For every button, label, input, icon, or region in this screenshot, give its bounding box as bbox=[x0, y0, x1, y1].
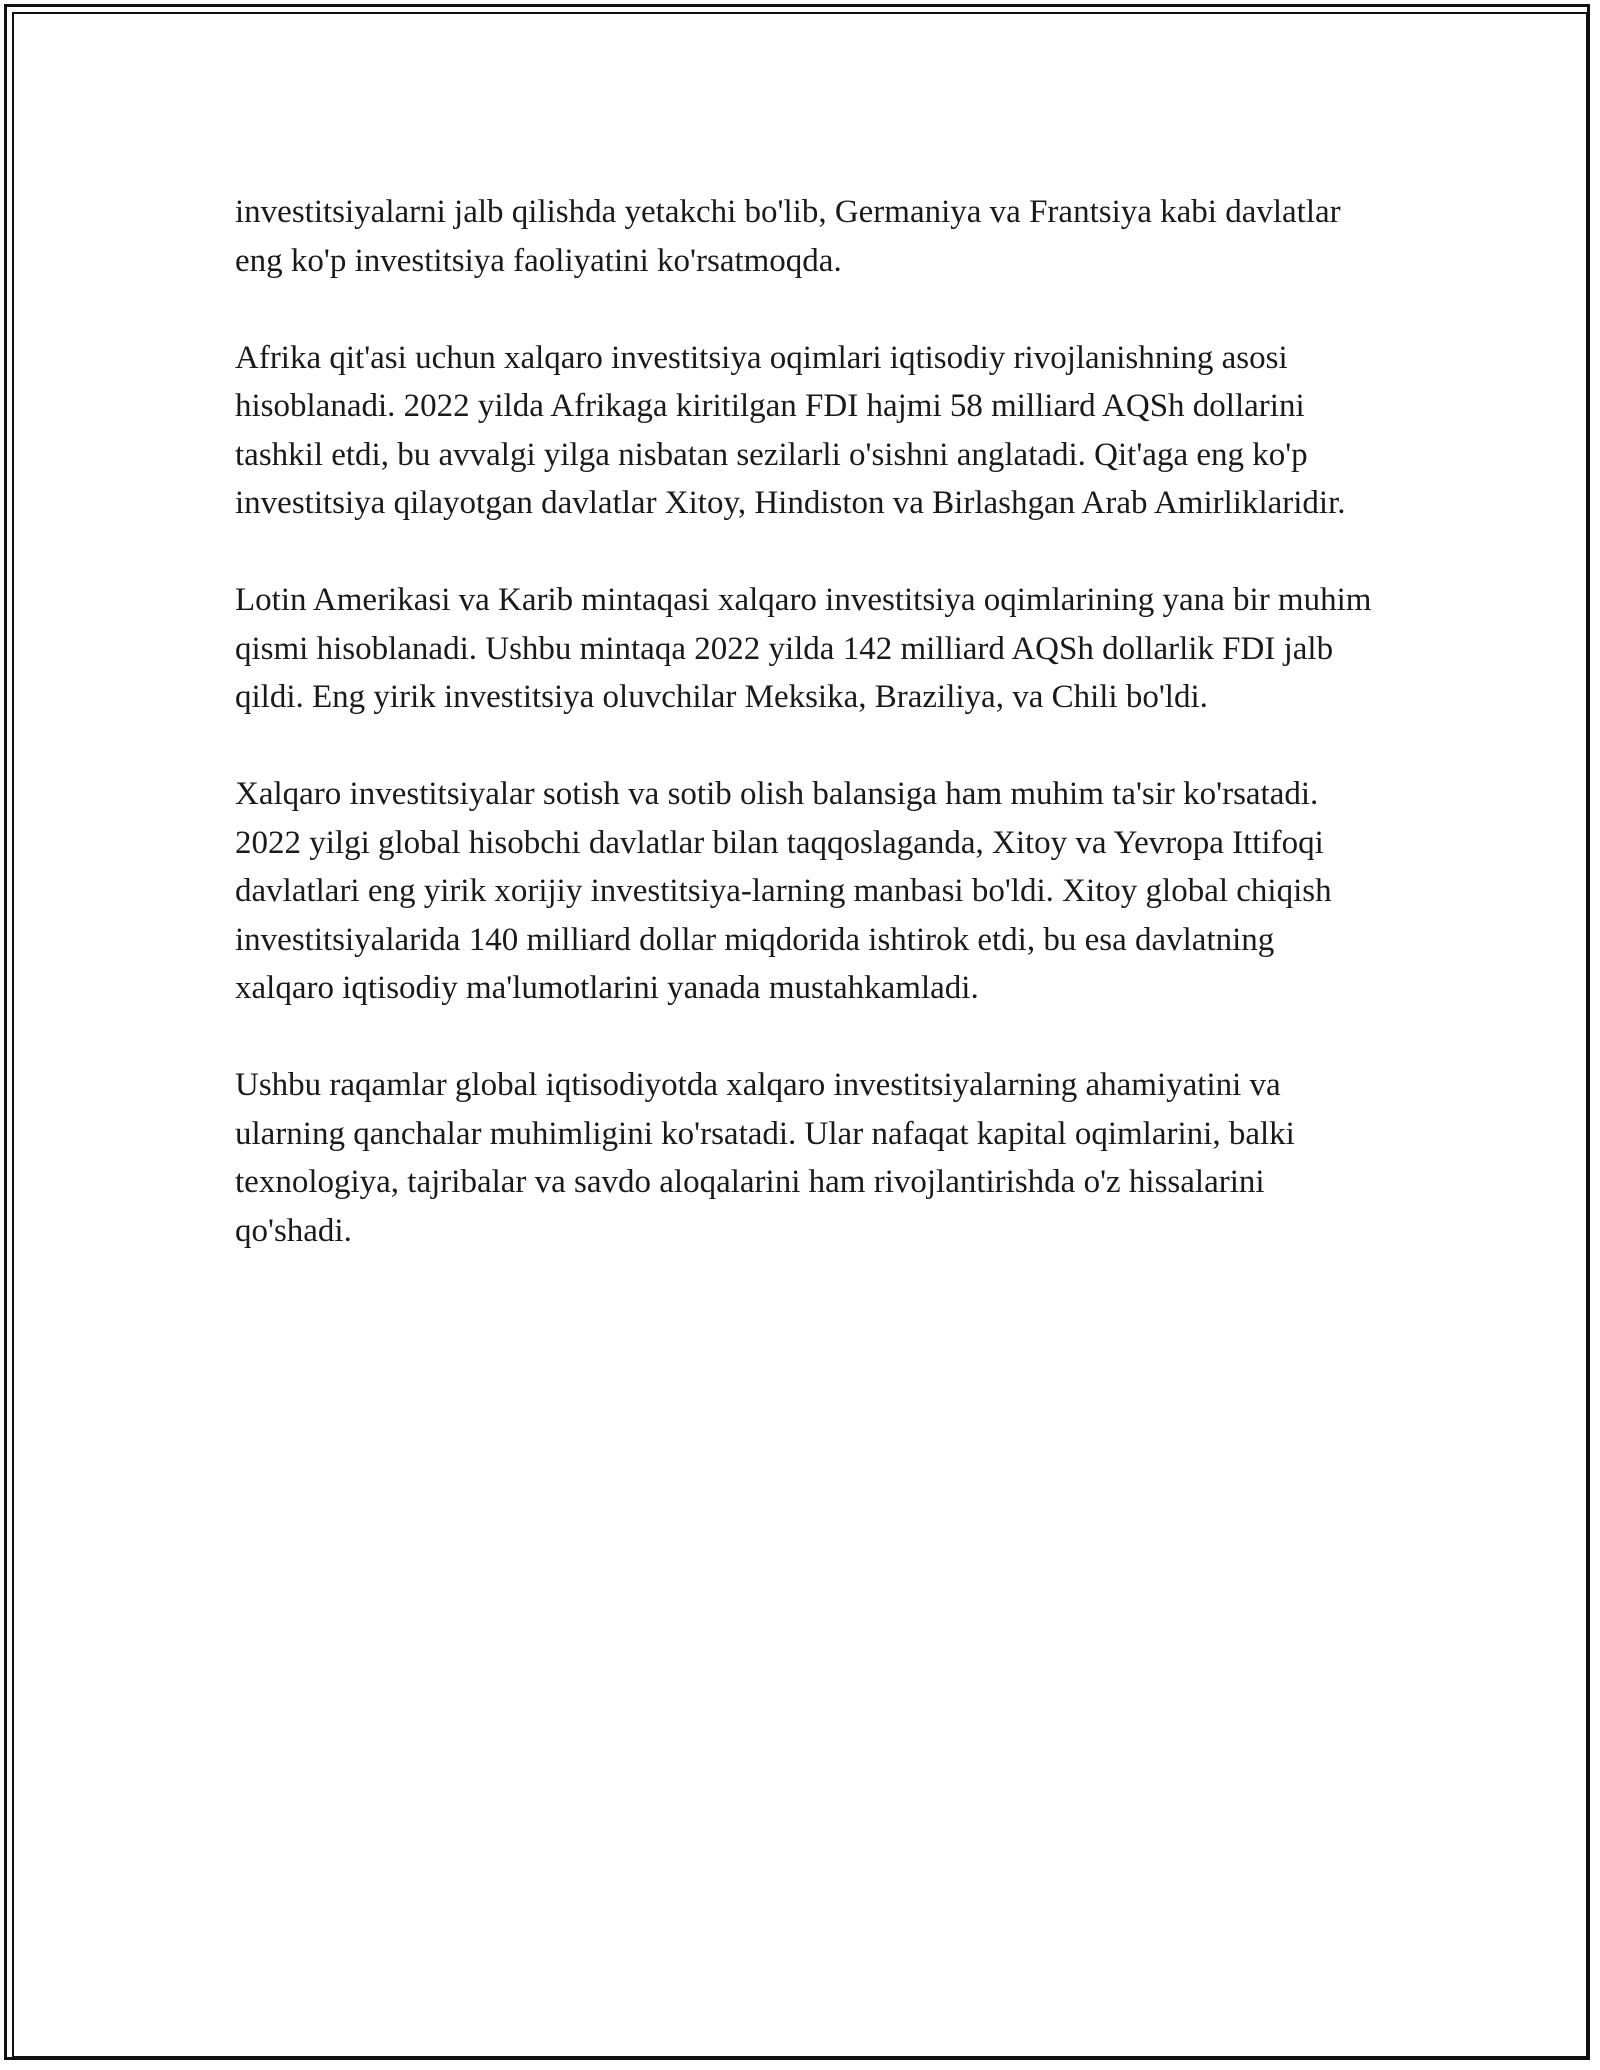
paragraph: Afrika qit'asi uchun xalqaro investitsiya oqimlari iqtisodiy rivojlanishning asosi hisoblanadi. 2022 yilda Afrikaga kiritilgan FDI hajmi 58 milliard AQSh dollarini tashkil etdi, bu avvalgi yilga nisbatan sezilarli o'sishni anglatadi. Qit'aga eng ko'p investitsiya qilayotgan davlatlar Xitoy, Hindiston va Birlashgan Arab Amirliklaridir. bbox=[235, 339, 1346, 521]
document-body bbox=[235, 188, 1375, 1304]
paragraph: Ushbu raqamlar global iqtisodiyotda xalqaro investitsiyalarning ahamiyatini va ularning qanchalar muhimligini ko'rsatadi. Ular nafaqat kapital oqimlarini, balki texnologiya, tajribalar va savdo aloqalarini ham rivojlantirishda o'z hissalarini qo'shadi. bbox=[235, 1067, 1295, 1249]
paragraph: Xalqaro investitsiyalar sotish va sotib olish balansiga ham muhim ta'sir ko'rsatadi. 2022 yilgi global hisobchi davlatlar bilan taqqoslaganda, Xitoy va Yevropa Ittifoqi davlatlari eng yirik xorijiy investitsiya-larning manbasi bo'ldi. Xitoy global chiqish investitsiyalarida 140 milliard dollar miqdorida ishtirok etdi, bu esa davlatning xalqaro iqtisodiy ma'lumotlarini yanada mustahkamladi. bbox=[235, 776, 1332, 1006]
paragraph: investitsiyalarni jalb qilishda yetakchi bo'lib, Germaniya va Frantsiya kabi davlatlar eng ko'p investitsiya faoliyatini ko'rsatmoqda. bbox=[235, 194, 1341, 279]
paragraph: Lotin Amerikasi va Karib mintaqasi xalqaro investitsiya oqimlarining yana bir muhim qismi hisoblanadi. Ushbu mintaqa 2022 yilda 142 milliard AQSh dollarlik FDI jalb qildi. Eng yirik investitsiya oluvchilar Meksika, Braziliya, va Chili bo'ldi. bbox=[235, 582, 1372, 715]
